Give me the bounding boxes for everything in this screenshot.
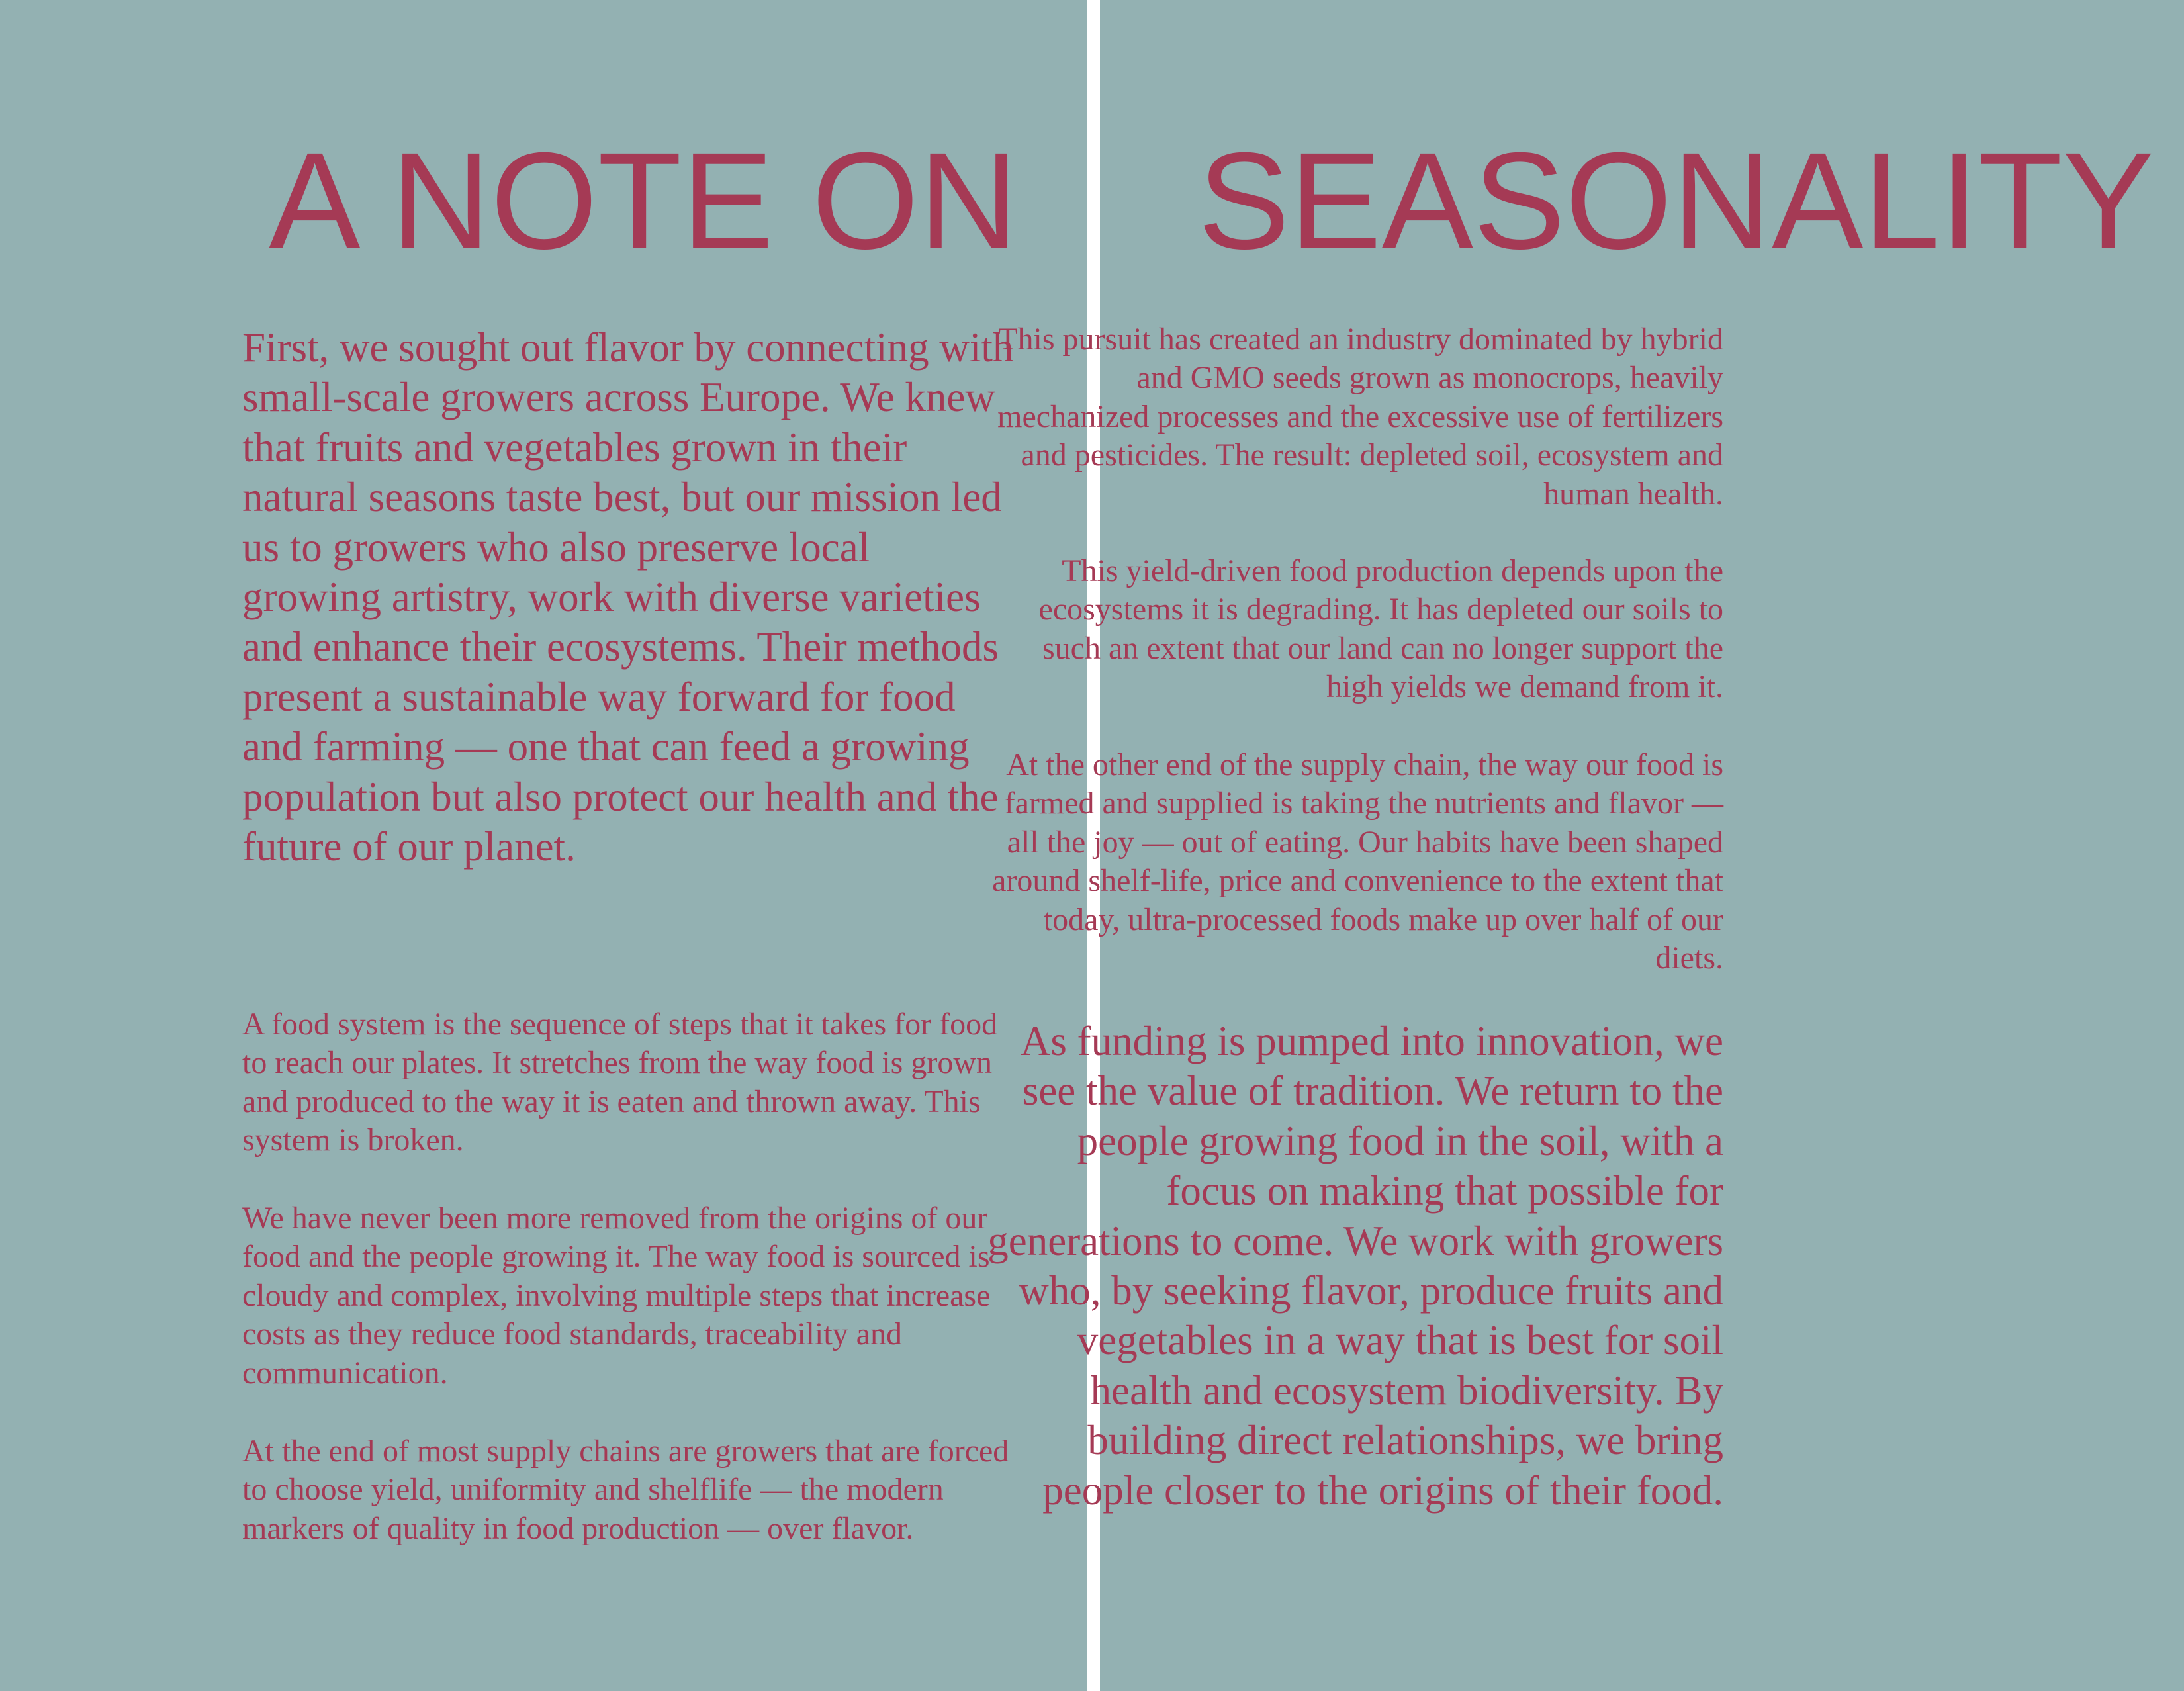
page-title-right: SEASONALITY — [1198, 124, 2154, 278]
body-paragraph-yield: This yield-driven food production depends upon the ecosystems it is degrading. It has depleted our soils to such an extent that our land can no longer support the high yields we demand from it. — [1038, 553, 1723, 705]
body-paragraph-food-system: A food system is the sequence of steps that it takes for food to reach our plates. It stretches from the way food is grown and produced to the way it is eaten and thrown away. This system is broken. — [242, 1007, 998, 1158]
right-page — [987, 0, 2184, 1691]
closing-lead-paragraph: As funding is pumped into innovation, we see the value of tradition. We return to the people growing food in the soil, with a focus on making that possible for generations to come. We work with growers who, by seeking flavor, produce fruits and vegetables in a way that is best for soil health and ecosystem biodiversity. By building direct relationships, we bring people closer to the origins of their food. — [987, 1018, 1723, 1514]
lead-paragraph: First, we sought out flavor by connecting with small-scale growers across Europe. We knew that fruits and vegetables grown in their natural seasons taste best, but our mission led us to growers who also preserve local growing artistry, work with diverse varieties and enhance their ecosystems. Their methods present a sustainable way forward for food and farming — one that can feed a growing population but also protect our health and the future of our planet. — [242, 324, 1014, 870]
body-paragraph-supply-chains: At the end of most supply chains are growers that are forced to choose yield, uniformity and shelflife — the modern markers of quality in food production — over flavor. — [242, 1434, 1009, 1546]
body-paragraph-origins: We have never been more removed from the origins of our food and the people growing it. The way food is sourced is cloudy and complex, involving multiple steps that increase costs as they reduce food standards, traceability and communication. — [242, 1201, 991, 1391]
body-paragraph-industry: This pursuit has created an industry dominated by hybrid and GMO seeds grown as monocrops, heavily mechanized processes and the excessive use of fertilizers and pesticides. The result: depleted soil, ecosystem and human health. — [997, 322, 1723, 512]
page-title-left: A NOTE ON — [269, 124, 1019, 278]
left-page — [0, 0, 1087, 1691]
body-paragraph-joy: At the other end of the supply chain, the way our food is farmed and supplied is taking the nutrients and flavor — all the joy — out of eating. Our habits have been shaped around shelf-life, price and convenience to the extent that today, ultra-processed foods make up over half of our diets. — [992, 747, 1723, 976]
